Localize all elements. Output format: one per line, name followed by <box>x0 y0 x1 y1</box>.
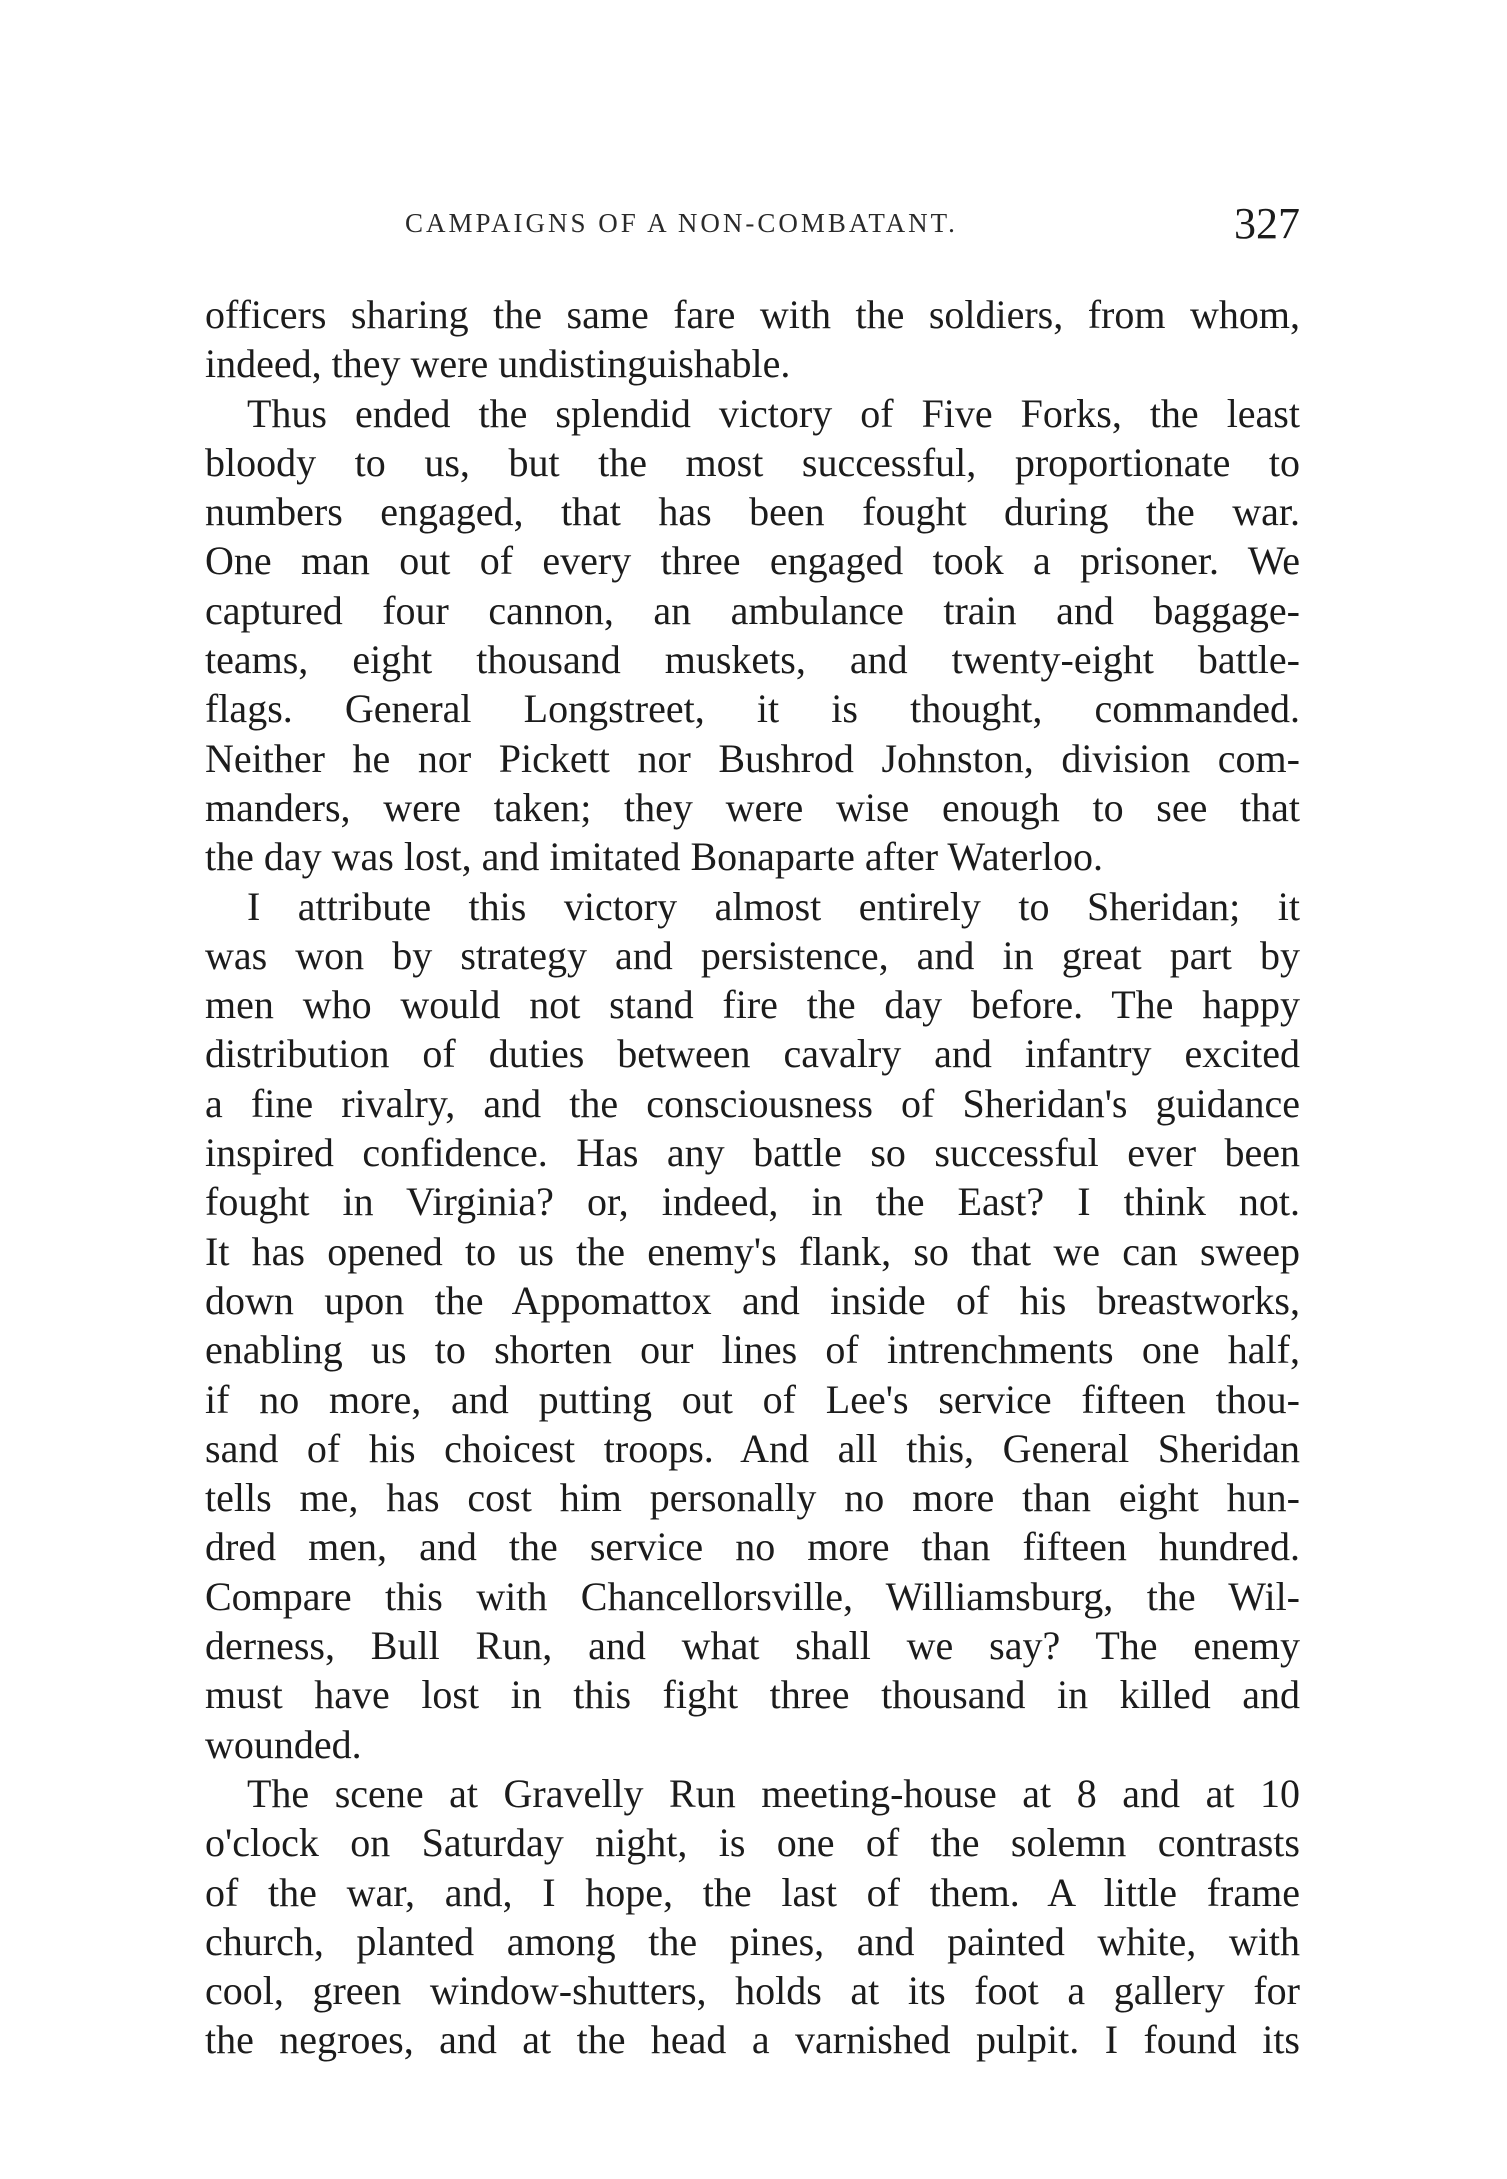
running-head <box>205 200 1300 252</box>
page-number: 327 <box>1234 199 1300 248</box>
text-line: manders, were taken; they were wise enough to see that <box>205 784 1300 830</box>
text-line: church, planted among the pines, and painted white, with <box>205 1918 1300 1964</box>
text-line: a fine rivalry, and the consciousness of Sheridan's guidance <box>205 1080 1300 1126</box>
text-line: enabling us to shorten our lines of intrenchments one half, <box>205 1327 1300 1373</box>
text-line: It has opened to us the enemy's flank, so that we can sweep <box>205 1228 1300 1274</box>
text-line: must have lost in this fight three thousand in killed and <box>205 1672 1300 1718</box>
text-line: of the war, and, I hope, the last of them. A little frame <box>205 1869 1300 1915</box>
text-line: was won by strategy and persistence, and in great part by <box>205 932 1300 978</box>
text-line: fought in Virginia? or, indeed, in the East? I think not. <box>205 1179 1300 1225</box>
paragraph-start-line: I attribute this victory almost entirely to Sheridan; it <box>247 883 1300 929</box>
text-line: Neither he nor Pickett nor Bushrod Johnston, division com- <box>205 735 1300 781</box>
text-line: the day was lost, and imitated Bonaparte after Waterloo. <box>205 834 1103 880</box>
text-line: numbers engaged, that has been fought during the war. <box>205 489 1300 535</box>
text-line: officers sharing the same fare with the soldiers, from whom, <box>205 292 1300 337</box>
text-line: teams, eight thousand muskets, and twenty-eight battle- <box>205 637 1300 683</box>
text-line: the negroes, and at the head a varnished pulpit. I found its <box>205 2017 1300 2063</box>
text-line: cool, green window-shutters, holds at its foot a gallery for <box>205 1968 1300 2014</box>
text-line: dred men, and the service no more than fifteen hundred. <box>205 1524 1300 1570</box>
text-line: Compare this with Chancellorsville, Williamsburg, the Wil- <box>205 1573 1300 1619</box>
text-line: sand of his choicest troops. And all this, General Sheridan <box>205 1425 1300 1471</box>
paragraph-start-line: Thus ended the splendid victory of Five Forks, the least <box>247 390 1300 436</box>
text-line: indeed, they were undistinguishable. <box>205 341 791 387</box>
text-line: derness, Bull Run, and what shall we say? The enemy <box>205 1623 1300 1669</box>
text-line: flags. General Longstreet, it is thought, commanded. <box>205 686 1300 732</box>
text-line: bloody to us, but the most successful, proportionate to <box>205 439 1300 485</box>
body-text <box>205 290 1300 2065</box>
text-line: if no more, and putting out of Lee's service fifteen thou- <box>205 1376 1300 1422</box>
text-line: distribution of duties between cavalry and infantry excited <box>205 1031 1300 1077</box>
text-line: o'clock on Saturday night, is one of the solemn contrasts <box>205 1820 1300 1866</box>
text-line: men who would not stand fire the day before. The happy <box>205 982 1300 1028</box>
text-line: captured four cannon, an ambulance train and baggage- <box>205 587 1300 633</box>
text-line: One man out of every three engaged took a prisoner. We <box>205 538 1300 584</box>
paragraph-start-line: The scene at Gravelly Run meeting-house at 8 and at 10 <box>247 1770 1300 1816</box>
text-line: inspired confidence. Has any battle so successful ever been <box>205 1130 1300 1176</box>
text-line: wounded. <box>205 1721 362 1767</box>
running-title: CAMPAIGNS OF A NON-COMBATANT. <box>405 208 958 238</box>
text-line: tells me, has cost him personally no more than eight hun- <box>205 1475 1300 1521</box>
text-line: down upon the Appomattox and inside of his breastworks, <box>205 1277 1300 1323</box>
